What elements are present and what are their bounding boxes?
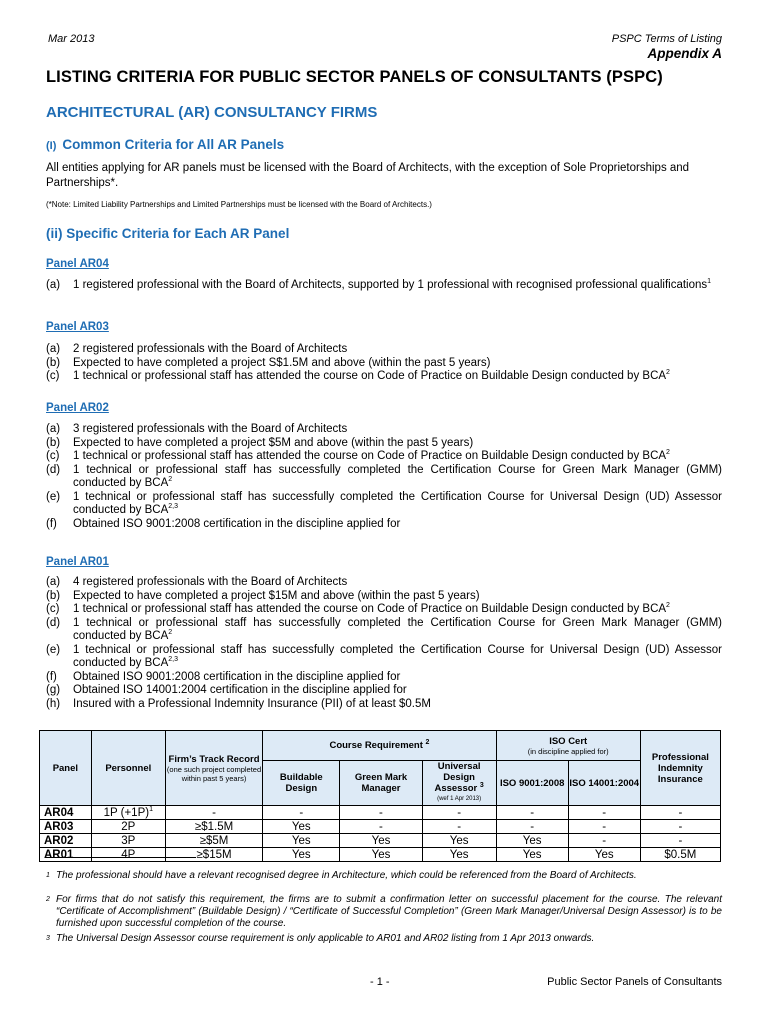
list-item-text-value: 1 technical or professional staff has successfully completed the Certification Course for Green Mark Manager (GMM) conducted by BCA	[73, 463, 722, 489]
list-item	[46, 590, 722, 604]
cell-buildable: -	[263, 806, 340, 820]
list-item	[46, 617, 722, 644]
table-row	[40, 834, 721, 848]
cell-track: ≥$15M	[165, 848, 262, 862]
list-item-key: (e)	[46, 643, 61, 656]
list-item-key: (b)	[46, 436, 61, 449]
th-universal-design	[422, 761, 496, 806]
cell-iso9001: -	[496, 806, 568, 820]
list-item-key: (c)	[46, 603, 60, 615]
footer-document-name: Public Sector Panels of Consultants	[547, 976, 722, 988]
cell-pii: $0.5M	[640, 848, 720, 862]
list-item-text	[73, 617, 722, 644]
th-universal-design-label: Universal Design Assessor	[434, 761, 481, 794]
list-item-text-value: Obtained ISO 9001:2008 certification in the discipline applied for	[73, 517, 401, 530]
th-green-mark-manager: Green Mark Manager	[340, 761, 422, 806]
list-item-text-value: Obtained ISO 14001:2004 certification in the discipline applied for	[73, 684, 407, 696]
th-buildable-design: Buildable Design	[263, 761, 340, 806]
list-item-footnote-ref: 2,3	[168, 503, 178, 511]
common-criteria-text: All entities applying for AR panels must be licensed with the Board of Architects, with the exception of Sole Proprietorships and Partnerships*.	[46, 162, 690, 189]
cell-panel: AR01	[40, 848, 92, 862]
list-item-text-value: Obtained ISO 9001:2008 certification in the discipline applied for	[73, 670, 401, 683]
cell-personnel-value: 1P (+1P)	[103, 806, 150, 819]
list-item-key: (c)	[46, 450, 60, 462]
list-item-text	[73, 576, 722, 590]
th-course-requirement-label: Course Requirement	[329, 740, 423, 751]
cell-track: ≥$5M	[165, 834, 262, 848]
th-personnel: Personnel	[91, 731, 165, 806]
list-item-key: (c)	[46, 370, 60, 382]
list-item-key: (f)	[46, 670, 57, 683]
list-item-text-value: 1 technical or professional staff has successfully completed the Certification Course for Universal Design (UD) Assessor conducted by BCA	[73, 643, 722, 669]
footnote-1-marker: 1	[46, 872, 50, 879]
cell-pii: -	[640, 806, 720, 820]
list-item-text-value: Insured with a Professional Indemnity Insurance (PII) of at least $0.5M	[73, 697, 431, 710]
cell-gmm: Yes	[340, 848, 422, 862]
list-item-footnote-ref: 2,3	[168, 656, 178, 664]
panel-ar03-list	[46, 343, 722, 384]
th-track-record	[165, 731, 262, 806]
list-item-key: (e)	[46, 490, 61, 503]
panel-ar01-list	[46, 576, 722, 711]
list-item	[46, 671, 722, 685]
list-item	[46, 684, 722, 698]
list-item-text	[73, 644, 722, 671]
page-number: - 1 -	[370, 976, 390, 988]
th-track-record-label: Firm’s Track Record	[168, 753, 260, 765]
th-iso-cert-note: (in discipline applied for)	[527, 746, 609, 756]
cell-ud: -	[422, 820, 496, 834]
list-item	[46, 603, 722, 617]
footnote-separator	[46, 857, 196, 858]
list-item-key: (d)	[46, 463, 61, 476]
cell-pii: -	[640, 834, 720, 848]
appendix-label: Appendix A	[647, 46, 722, 61]
footnote-1-text: The professional should have a relevant recognised degree in Architecture, which could be referenced from the Board of Architects.	[56, 870, 637, 881]
table-row	[40, 820, 721, 834]
cell-personnel-sup: 1	[149, 805, 153, 813]
th-track-record-note: (one such project completed within past 5 years)	[166, 764, 262, 783]
cell-ud: Yes	[422, 848, 496, 862]
cell-iso14001: -	[568, 834, 640, 848]
cell-buildable: Yes	[263, 820, 340, 834]
th-universal-design-note: (wef 1 Apr 2013)	[437, 796, 482, 802]
list-item	[46, 370, 722, 384]
cell-iso14001: -	[568, 806, 640, 820]
footnote-2	[46, 894, 722, 930]
list-item-text-value: 1 technical or professional staff has attended the course on Code of Practice on Buildable Design conducted by BCA	[73, 450, 667, 462]
footnote-3-text: The Universal Design Assessor course requirement is only applicable to AR01 and AR02 listing from 1 Apr 2013 onwards.	[56, 933, 595, 944]
list-item-text-value: 1 technical or professional staff has attended the course on Code of Practice on Buildable Design conducted by BCA	[73, 370, 667, 382]
list-item-text	[73, 437, 722, 451]
list-item	[46, 437, 722, 451]
list-item-text	[73, 423, 722, 437]
list-item-text	[73, 343, 722, 357]
list-item	[46, 491, 722, 518]
cell-track: -	[165, 806, 262, 820]
list-item-text	[73, 279, 722, 293]
list-item-footnote-ref: 2	[168, 476, 173, 484]
list-item-footnote-ref: 2	[666, 369, 670, 377]
list-item-key: (a)	[46, 279, 61, 291]
footnote-2-marker: 2	[46, 896, 50, 903]
th-pii: Professional Indemnity Insurance	[640, 731, 720, 806]
list-item-footnote-ref: 2	[168, 629, 173, 637]
list-item-text	[73, 491, 722, 518]
cell-personnel: 2P	[91, 820, 165, 834]
cell-iso14001: -	[568, 820, 640, 834]
list-item	[46, 357, 722, 371]
list-item-text-value: 1 technical or professional staff has attended the course on Code of Practice on Buildable Design conducted by BCA	[73, 603, 667, 615]
th-universal-design-sup: 3	[479, 781, 484, 789]
common-criteria-title: Common Criteria for All AR Panels	[62, 137, 285, 152]
document-title: LISTING CRITERIA FOR PUBLIC SECTOR PANELS OF CONSULTANTS (PSPC)	[46, 68, 663, 86]
cell-ud: Yes	[422, 834, 496, 848]
list-item	[46, 343, 722, 357]
footnote-3-marker: 3	[46, 935, 50, 942]
list-item-text	[73, 370, 722, 384]
cell-iso9001: -	[496, 820, 568, 834]
list-item-text-value: 2 registered professionals with the Board of Architects	[73, 343, 348, 355]
list-item-text	[73, 464, 722, 491]
list-item-key: (a)	[46, 343, 61, 355]
list-item-key: (d)	[46, 616, 61, 629]
list-item-footnote-ref: 2	[666, 449, 670, 457]
th-panel: Panel	[40, 731, 92, 806]
list-item	[46, 518, 722, 532]
list-item	[46, 464, 722, 491]
list-item-text	[73, 450, 722, 464]
list-item-key: (f)	[46, 517, 57, 530]
panel-ar03-heading: Panel AR03	[46, 321, 109, 333]
panel-ar02-heading: Panel AR02	[46, 402, 109, 414]
cell-gmm: Yes	[340, 834, 422, 848]
cell-buildable: Yes	[263, 848, 340, 862]
list-item-footnote-ref: 1	[707, 278, 712, 286]
list-item-text	[73, 357, 722, 371]
header-date: Mar 2013	[48, 33, 95, 45]
panel-ar02-list	[46, 423, 722, 531]
section-heading: ARCHITECTURAL (AR) CONSULTANCY FIRMS	[46, 104, 378, 121]
th-iso-cert	[496, 731, 640, 761]
criteria-table	[39, 730, 721, 862]
list-item	[46, 423, 722, 437]
cell-buildable: Yes	[263, 834, 340, 848]
list-item	[46, 698, 722, 712]
th-course-requirement-sup: 2	[425, 738, 430, 746]
list-item	[46, 450, 722, 464]
cell-iso14001: Yes	[568, 848, 640, 862]
common-criteria-note: (*Note: Limited Liability Partnerships and Limited Partnerships must be licensed with the Board of Architects.)	[46, 200, 432, 209]
panel-ar01-heading: Panel AR01	[46, 556, 109, 568]
list-item-text	[73, 671, 722, 685]
list-item-text	[73, 590, 722, 604]
th-iso-9001: ISO 9001:2008	[496, 761, 568, 806]
th-iso-cert-label: ISO Cert	[549, 735, 588, 747]
list-item-text	[73, 684, 722, 698]
cell-panel: AR02	[40, 834, 92, 848]
cell-personnel	[91, 806, 165, 820]
list-item-text-value: 1 registered professional with the Board of Architects, supported by 1 professional with recognised professional qualifications	[73, 279, 708, 291]
footnote-2-text: For firms that do not satisfy this requirement, the firms are to submit a confirmation letter on successful placement for the course. The relevant “Certificate of Accomplishment” (Buildable Design) / “Certificate of Successful Completion” (Green Mark Manager/Universal Design Assessor) is to be furnished upon successful completion of the course.	[56, 894, 722, 929]
th-course-requirement	[263, 731, 496, 761]
list-item-key: (a)	[46, 423, 61, 435]
list-item-key: (a)	[46, 576, 61, 588]
list-item-text-value: 1 technical or professional staff has successfully completed the Certification Course for Universal Design (UD) Assessor conducted by BCA	[73, 490, 722, 516]
cell-personnel: 4P	[91, 848, 165, 862]
footnote-1	[46, 870, 722, 882]
header-document-name: PSPC Terms of Listing	[611, 33, 722, 45]
cell-iso9001: Yes	[496, 834, 568, 848]
list-item-footnote-ref: 2	[666, 602, 670, 610]
panel-ar04-list	[46, 279, 722, 293]
common-criteria-number: (I)	[46, 140, 57, 152]
list-item-text-value: 1 technical or professional staff has successfully completed the Certification Course for Green Mark Manager (GMM) conducted by BCA	[73, 616, 722, 642]
table-row	[40, 806, 721, 820]
list-item-text	[73, 698, 722, 712]
list-item	[46, 576, 722, 590]
cell-gmm: -	[340, 806, 422, 820]
cell-gmm: -	[340, 820, 422, 834]
list-item-text-value: Expected to have completed a project $15M and above (within the past 5 years)	[73, 589, 480, 602]
footnote-3	[46, 933, 722, 945]
list-item-key: (b)	[46, 589, 61, 602]
cell-track: ≥$1.5M	[165, 820, 262, 834]
cell-iso9001: Yes	[496, 848, 568, 862]
cell-ud: -	[422, 806, 496, 820]
list-item-key: (h)	[46, 697, 61, 710]
list-item	[46, 279, 722, 293]
specific-criteria-heading: (ii) Specific Criteria for Each AR Panel	[46, 226, 290, 241]
list-item-text-value: 3 registered professionals with the Board of Architects	[73, 423, 348, 435]
list-item-text-value: Expected to have completed a project $5M and above (within the past 5 years)	[73, 436, 474, 449]
list-item	[46, 644, 722, 671]
common-criteria-heading	[46, 137, 284, 152]
list-item-text	[73, 603, 722, 617]
cell-pii: -	[640, 820, 720, 834]
list-item-text	[73, 518, 722, 532]
list-item-text-value: Expected to have completed a project S$1.5M and above (within the past 5 years)	[73, 356, 491, 369]
list-item-key: (g)	[46, 684, 61, 696]
panel-ar04-heading: Panel AR04	[46, 258, 109, 270]
th-iso-14001: ISO 14001:2004	[568, 761, 640, 806]
list-item-text-value: 4 registered professionals with the Board of Architects	[73, 576, 348, 588]
list-item-key: (b)	[46, 356, 61, 369]
cell-panel: AR03	[40, 820, 92, 834]
cell-panel: AR04	[40, 806, 92, 820]
table-row	[40, 848, 721, 862]
cell-personnel: 3P	[91, 834, 165, 848]
